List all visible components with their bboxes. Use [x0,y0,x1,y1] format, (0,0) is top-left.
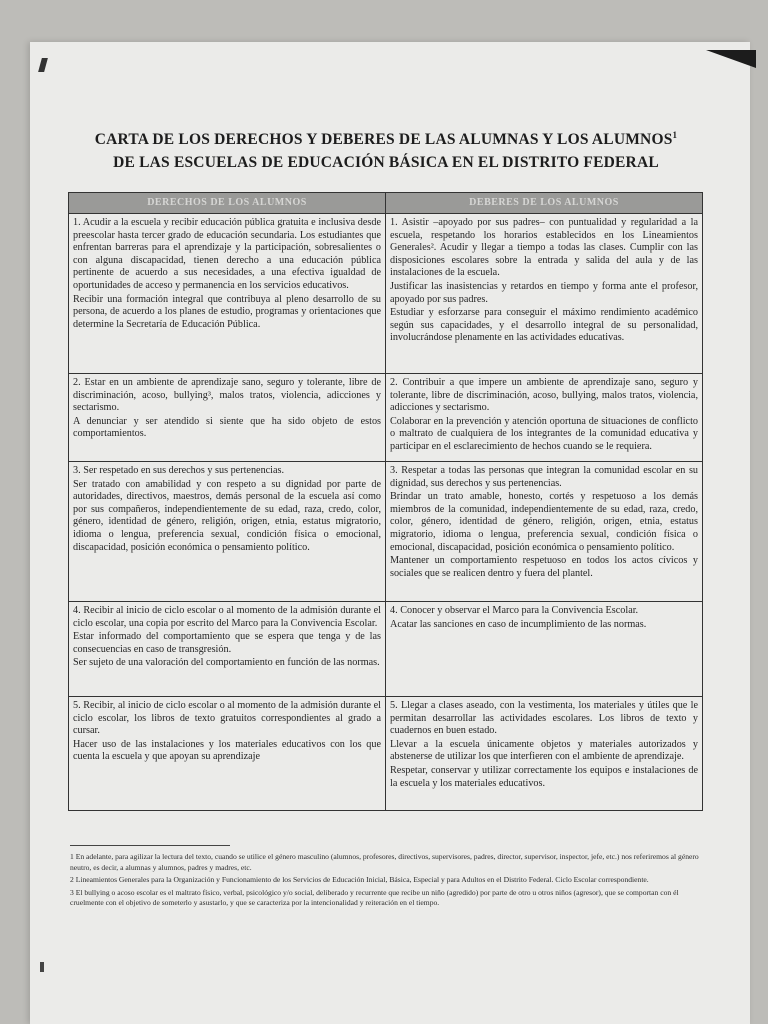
footnote: 2 Lineamientos Generales para la Organización y Funcionamiento de los Servicios de Educación Inicial, Básica, Especial y para Adultos en el Distrito Federal. Ciclo Escolar correspondiente. [70,875,649,884]
rights-paragraph: Ser tratado con amabilidad y con respeto a su dignidad por parte de autoridades, directivos, maestros, demás personal de la escuela así como por sus compañeros, independientemente de su edad, raza, credo, color, género, identidad de género, religión, origen, etnia, estatus migratorio, idioma o lengua, preferencia sexual, condición física o emocional, discapacidad, posición económica o pensamiento político. [73,478,381,553]
duties-cell [386,214,703,374]
scan-mark [706,50,756,68]
footnote-divider [70,845,230,846]
document-title [78,124,694,174]
rights-column-header: DERECHOS DE LOS ALUMNOS [69,193,386,214]
rights-paragraph: 3. Ser respetado en sus derechos y sus pertenencias. [73,465,285,476]
rights-paragraph: A denunciar y ser atendido si siente que ha sido objeto de estos comportamientos. [73,415,381,440]
duties-paragraph: Respetar, conservar y utilizar correctamente los equipos e instalaciones de la escuela y los materiales educativos. [390,764,698,789]
duties-paragraph: 4. Conocer y observar el Marco para la Convivencia Escolar. [390,605,639,616]
footnote: 1 En adelante, para agilizar la lectura del texto, cuando se utilice el género masculino (alumnos, profesores, directivos, supervisores, padres, director, supervisor, inspector, jefe, etc.) nos referiremos al género neutro, es decir, a alumnas y alumnos, padres y madres, etc. [70,852,699,872]
table-row [69,462,703,602]
duties-cell [386,374,703,462]
duties-paragraph: Colaborar en la prevención y atención oportuna de situaciones de conflicto o maltrato de cualquiera de los integrantes de la comunidad educativa y participar en el esclarecimiento de hechos cuando se le requiera. [390,415,698,452]
rights-paragraph: Estar informado del comportamiento que se espera que tenga y de las consecuencias en caso de transgresión. [73,631,381,655]
rights-cell [69,697,386,811]
table-header-row [69,193,703,214]
duties-paragraph: 1. Asistir –apoyado por sus padres– con puntualidad y regularidad a la escuela, respetando los horarios establecidos en los Lineamientos Generales². Acudir y llegar a tiempo a todas las clases. Cumplir con las disposiciones escolares sobre la entrada y salida del aula y de las instalaciones de la escuela. [390,217,698,279]
title-footnote-ref: 1 [672,130,678,140]
table-row [69,214,703,374]
duties-cell [386,462,703,602]
rights-paragraph: Ser sujeto de una valoración del comportamiento en función de las normas. [73,657,380,669]
duties-paragraph: 3. Respetar a todas las personas que integran la comunidad escolar en su dignidad, sus derechos y sus pertenencias. [390,465,698,489]
rights-cell [69,462,386,602]
duties-column-header: DEBERES DE LOS ALUMNOS [386,193,703,214]
rights-paragraph: Hacer uso de las instalaciones y los materiales educativos con los que cuenta la escuela y que apoyan su aprendizaje [73,738,381,763]
duties-paragraph: Justificar las inasistencias y retardos en tiempo y forma ante el profesor, apoyado por sus padres. [390,280,698,305]
rights-cell [69,374,386,462]
rights-paragraph: 5. Recibir, al inicio de ciclo escolar o al momento de la admisión durante el ciclo escolar, los libros de texto gratuitos correspondientes al grado a cursar. [73,700,381,737]
table-row [69,697,703,811]
duties-cell [386,602,703,697]
rights-paragraph: 2. Estar en un ambiente de aprendizaje sano, seguro y tolerante, libre de discriminación, acoso, bullying³, malos tratos, violencia, adicciones y sectarismo. [73,377,381,414]
title-line-1: CARTA DE LOS DERECHOS Y DEBERES DE LAS ALUMNAS Y LOS ALUMNOS$^1$ [94,130,678,149]
rights-duties-table [68,192,703,811]
duties-paragraph: Brindar un trato amable, honesto, cortés y respetuoso a los demás miembros de la comunidad, independientemente de su edad, raza, credo, color, género, identidad de género, religión, origen, etnia, estatus migratorio, idioma o lengua, preferencia sexual, condición física o emocional, discapacidad, posición económica o pensamiento político. [390,491,698,553]
duties-paragraph: 2. Contribuir a que impere un ambiente de aprendizaje sano, seguro y tolerante, libre de discriminación, acoso, bullying, malos tratos, violencia, adicciones y sectarismo. [390,377,698,414]
rights-paragraph: 4. Recibir al inicio de ciclo escolar o al momento de la admisión durante el ciclo escolar, una copia por escrito del Marco para la Convivencia Escolar. [73,605,381,629]
rights-cell [69,214,386,374]
footnote: 3 El bullying o acoso escolar es el maltrato físico, verbal, psicológico y/o social, deliberado y recurrente que recibe un niño (agredido) por parte de otro u otros niños (agresor), que se comportan con él cruelmente con el objetivo de someterlo y asustarlo, y que se caracteriza por la intencionalidad y reiteración en el tiempo. [70,887,679,907]
duties-paragraph: Acatar las sanciones en caso de incumplimiento de las normas. [390,618,647,630]
duties-paragraph: Llevar a la escuela únicamente objetos y materiales autorizados y abstenerse de utilizar los que interfieren con el ambiente de aprendizaje. [390,738,698,763]
footnotes [70,852,700,911]
rights-cell [69,602,386,697]
scan-mark [40,962,44,972]
duties-paragraph: 5. Llegar a clases aseado, con la vestimenta, los materiales y útiles que le permitan desarrollar las actividades escolares. Los libros de texto y cuadernos en buen estado. [390,700,698,737]
duties-cell [386,697,703,811]
duties-paragraph: Estudiar y esforzarse para conseguir el máximo rendimiento académico según sus capacidades, y el desarrollo integral de su personalidad, involucrándose plenamente en las actividades educativas. [390,307,698,344]
rights-paragraph: 1. Acudir a la escuela y recibir educación pública gratuita e inclusiva desde preescolar hasta tercer grado de educación secundaria. Los estudiantes que enfrentan barreras para el aprendizaje y la participación, sobresalientes o con alguna discapacidad, tienen derecho a una educación pública pertinente de acuerdo a sus necesidades, a una efectiva igualdad de oportunidades de acceso y permanencia en los servicios educativos. [73,217,381,291]
table-row [69,602,703,697]
duties-paragraph: Mantener un comportamiento respetuoso en todos los actos cívicos y sociales que se realicen dentro y fuera del plantel. [390,555,698,579]
rights-paragraph: Recibir una formación integral que contribuya al pleno desarrollo de su persona, de acuerdo a los planes de estudio, programas y orientaciones que determine la Secretaría de Educación Pública. [73,293,381,330]
title-line-2: DE LAS ESCUELAS DE EDUCACIÓN BÁSICA EN EL DISTRITO FEDERAL [113,154,659,172]
table-row [69,374,703,462]
